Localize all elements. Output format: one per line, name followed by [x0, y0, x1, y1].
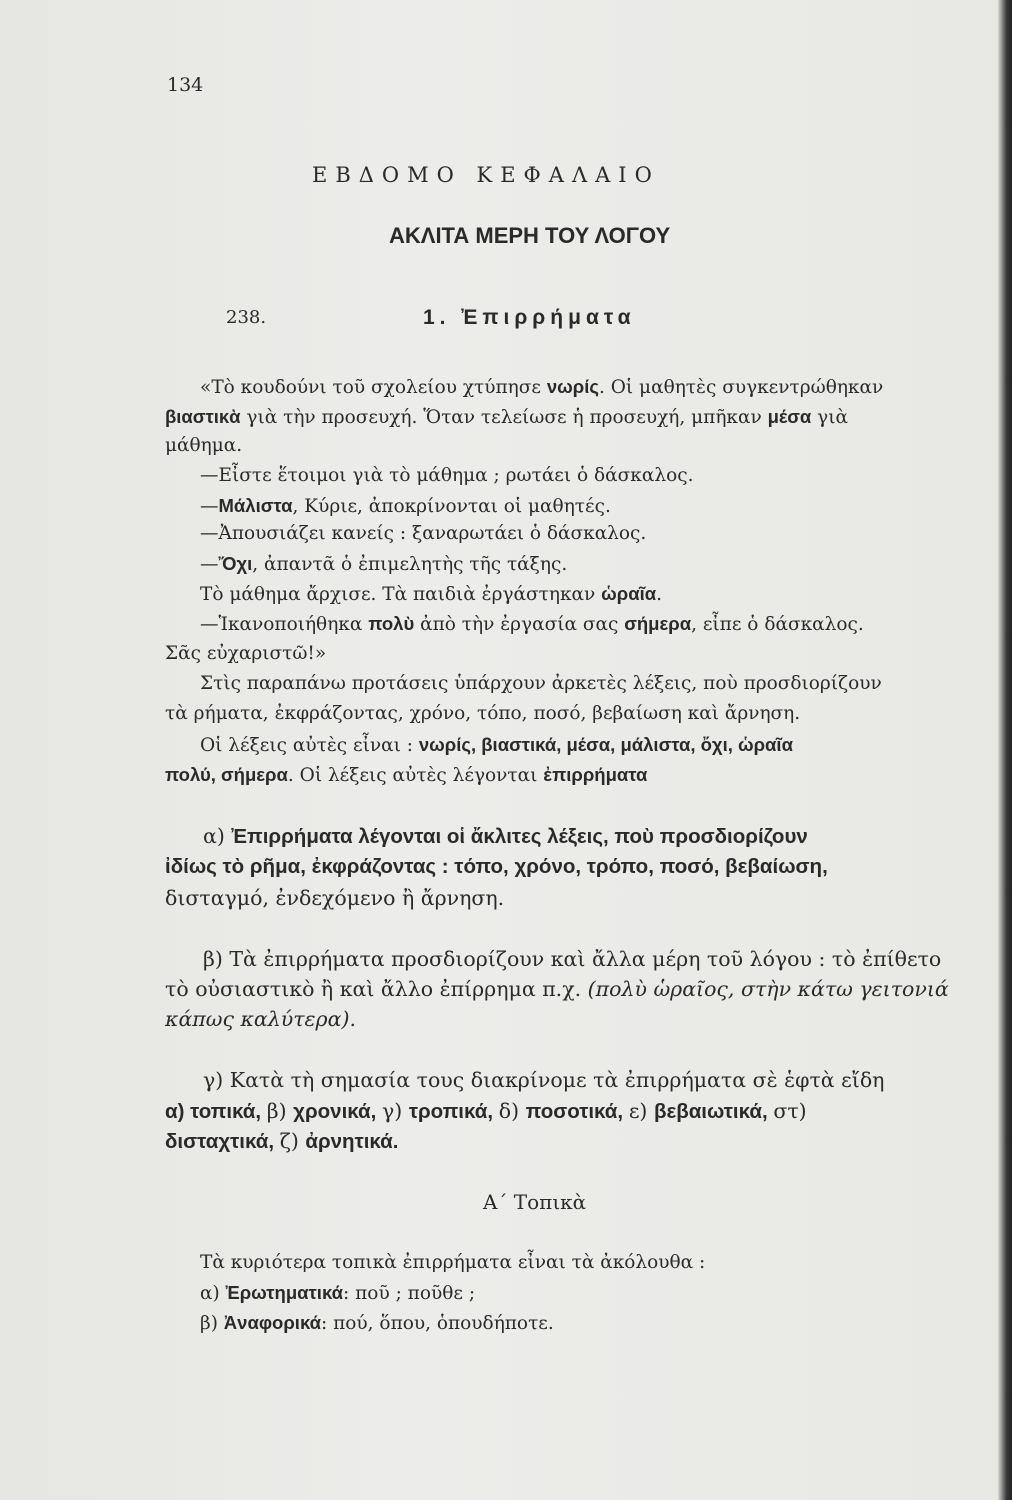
subsection-heading: Α΄ Τοπικὰ: [483, 1190, 587, 1214]
text-line: —Ἀπουσιάζει κανείς : ξαναρωτάει ὁ δάσκαλος.: [200, 523, 647, 544]
text-line: πολύ, σήμερα. Οἱ λέξεις αὐτὲς λέγονται ἐπιρρήματα: [165, 764, 648, 786]
text-line: μάθημα.: [165, 435, 243, 456]
rule-line: α) τοπικά, β) χρονικά, γ) τροπικά, δ) ποσοτικά, ε) βεβαιωτικά, στ): [165, 1099, 807, 1123]
rule-line: α) Ἐπιρρήματα λέγονται οἱ ἄκλιτες λέξεις, ποὺ προσδιορίζουν: [203, 824, 808, 848]
text-line: Σᾶς εὐχαριστῶ!»: [165, 643, 327, 664]
rule-line: γ) Κατὰ τὴ σημασία τους διακρίνομε τὰ ἐπιρρήματα σὲ ἑφτὰ εἴδη: [203, 1068, 885, 1092]
section-title: 1. Ἐπιρρήματα: [423, 306, 636, 329]
section-number: 238.: [226, 307, 267, 328]
rule-line: κάπως καλύτερα).: [165, 1007, 356, 1031]
rule-line: β) Τὰ ἐπιρρήματα προσδιορίζουν καὶ ἄλλα μέρη τοῦ λόγου : τὸ ἐπίθετο: [203, 947, 942, 971]
text-line: —Ἱκανοποιήθηκα πολὺ ἀπὸ τὴν ἐργασία σας σήμερα, εἶπε ὁ δάσκαλος.: [200, 613, 864, 635]
text-line: —Εἶστε ἕτοιμοι γιὰ τὸ μάθημα ; ρωτάει ὁ δάσκαλος.: [200, 465, 694, 486]
rule-line: τὸ οὐσιαστικὸ ἢ καὶ ἄλλο ἐπίρρημα π.χ. (πολὺ ὡραῖος, στὴν κάτω γειτονιά: [165, 977, 949, 1001]
rule-line: δισταχτικά, ζ) ἀρνητικά.: [165, 1129, 399, 1153]
chapter-title: ΕΒΔΟΜΟ ΚΕΦΑΛΑΙΟ: [312, 163, 660, 187]
text-line: —Μάλιστα, Κύριε, ἀποκρίνονται οἱ μαθητές.: [200, 495, 611, 517]
text-line: βιαστικὰ γιὰ τὴν προσευχή. Ὅταν τελείωσε ἡ προσευχή, μπῆκαν μέσα γιὰ: [165, 406, 848, 428]
page-number: 134: [167, 74, 204, 96]
rule-line: ἰδίως τὸ ρῆμα, ἐκφράζοντας : τόπο, χρόνο, τρόπο, ποσό, βεβαίωση,: [165, 855, 828, 878]
text-line: τὰ ρήματα, ἐκφράζοντας, χρόνο, τόπο, ποσό, βεβαίωση καὶ ἄρνηση.: [165, 703, 801, 724]
text-line: —Ὄχι, ἀπαντᾶ ὁ ἐπιμελητὴς τῆς τάξης.: [200, 553, 568, 575]
text-line: Στὶς παραπάνω προτάσεις ὑπάρχουν ἀρκετὲς λέξεις, ποὺ προσδιορίζουν: [200, 673, 882, 694]
chapter-subtitle: ΑΚΛΙΤΑ ΜΕΡΗ ΤΟΥ ΛΟΓΟΥ: [389, 223, 671, 248]
page-edge: [998, 0, 1012, 1500]
text-line: α) Ἐρωτηματικά: ποῦ ; ποῦθε ;: [200, 1282, 476, 1304]
text-line: Τὰ κυριότερα τοπικὰ ἐπιρρήματα εἶναι τὰ ἀκόλουθα :: [200, 1252, 706, 1273]
text-line: β) Ἀναφορικά: πού, ὅπου, ὁπουδήποτε.: [200, 1312, 554, 1334]
text-line: «Τὸ κουδούνι τοῦ σχολείου χτύπησε νωρίς. Οἱ μαθητὲς συγκεντρώθηκαν: [200, 376, 884, 398]
text-line: Οἱ λέξεις αὐτὲς εἶναι : νωρίς, βιαστικά, μέσα, μάλιστα, ὄχι, ὡραῖα: [200, 734, 793, 756]
text-line: Τὸ μάθημα ἄρχισε. Τὰ παιδιὰ ἐργάστηκαν ὡραῖα.: [200, 583, 663, 605]
rule-line: δισταγμό, ἐνδεχόμενο ἢ ἄρνηση.: [165, 886, 505, 910]
